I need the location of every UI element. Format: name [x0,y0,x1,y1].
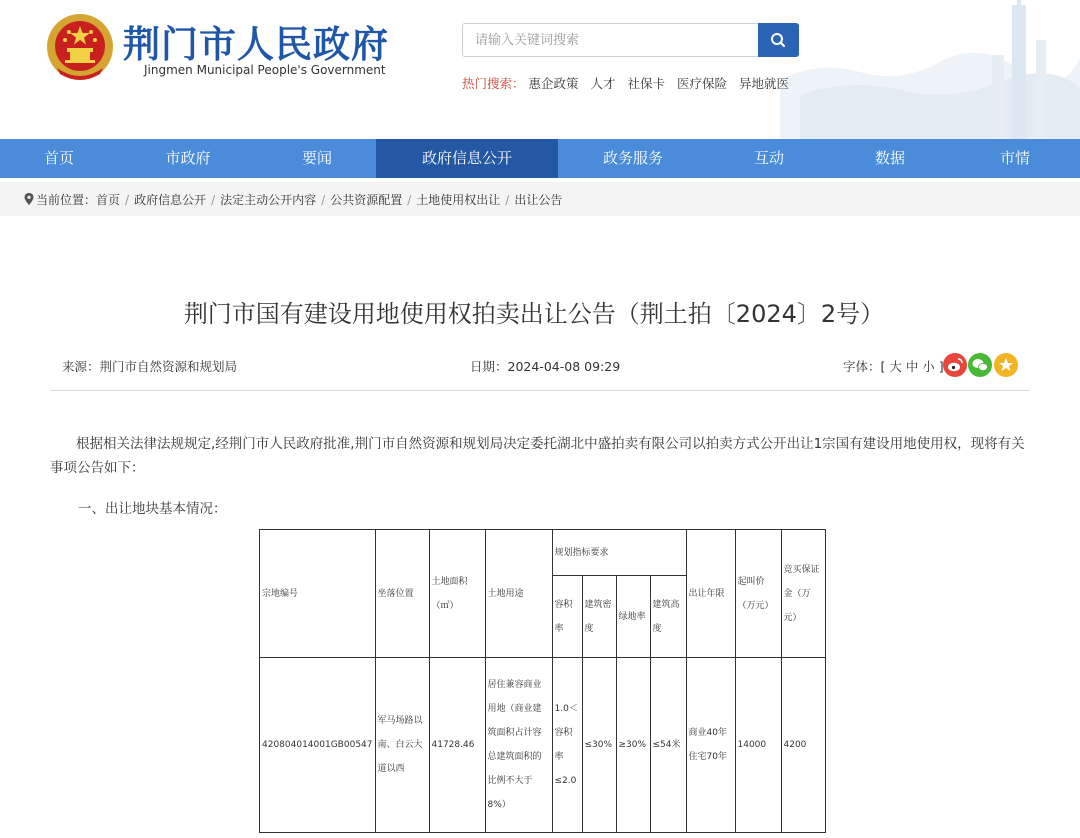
nav-item-services[interactable]: 政务服务 [602,149,663,167]
nav-item-government[interactable]: 市政府 [165,149,211,167]
cell-far: 1.0＜容积率≤2.0 [552,658,582,833]
search-button[interactable] [758,23,799,57]
font-size-selector[interactable]: 字体：[ 大 中 小 ] [843,359,944,374]
section-heading: 一、出让地块基本情况： [78,501,227,517]
cell-green-rate: ≥30% [616,658,650,833]
header-density: 建筑密度 [582,576,616,658]
article-intro: 根据相关法律法规规定,经荆门市人民政府批准,荆门市自然资源和规划局决定委托湖北中盛拍卖有限公司以拍卖方式公开出让1宗国有建设用地使用权，现将有关事项公告如下： [50,436,1025,476]
breadcrumb-item-home[interactable]: 首页 [96,193,121,207]
hot-search-label: 热门搜索： [462,76,525,91]
breadcrumb-label: 当前位置： [36,193,97,207]
nav-item-news[interactable]: 要闻 [301,149,332,167]
breadcrumb-item-land-transfer[interactable]: 土地使用权出让 [416,193,501,207]
main-nav [0,139,1080,178]
cell-land-use: 居住兼容商业用地（商业建筑面积占计容总建筑面积的比例不大于8%） [485,658,552,833]
cell-height: ≤54米 [650,658,686,833]
hot-keyword[interactable]: 人才 [590,76,616,91]
search-box [462,23,758,57]
header-far: 容积率 [552,576,582,658]
cell-density: ≤30% [582,658,616,833]
nav-item-info-disclosure[interactable]: 政府信息公开 [376,139,558,178]
header-term: 出让年限 [686,530,735,658]
nav-item-home[interactable]: 首页 [43,149,74,167]
header-area: 土地面积（㎡） [429,530,485,658]
header-planning-indicators: 规划指标要求 [552,530,686,576]
header-green-rate: 绿地率 [616,576,650,658]
header-deposit: 竞买保证金（万元） [781,530,825,658]
header-parcel-no: 宗地编号 [260,530,376,658]
article-source: 来源：荆门市自然资源和规划局 [62,359,238,374]
article-date: 日期：2024-04-08 09:29 [470,359,621,374]
cell-term: 商业40年住宅70年 [686,658,735,833]
land-parcel-table [259,529,826,833]
cell-start-price: 14000 [735,658,781,833]
location-pin-icon [24,193,34,205]
header-height: 建筑高度 [650,576,686,658]
site-header [0,0,1080,139]
wechat-share-icon[interactable] [968,353,992,377]
weibo-share-icon[interactable] [943,353,967,377]
breadcrumb-item-announcement[interactable]: 出让公告 [514,193,563,207]
qzone-share-icon[interactable] [994,353,1018,377]
hot-search [462,74,797,92]
nav-item-city-info[interactable]: 市情 [999,149,1030,167]
breadcrumb-item-statutory[interactable]: 法定主动公开内容 [220,193,317,207]
cell-deposit: 4200 [781,658,825,833]
search-icon [758,23,799,57]
hot-keyword[interactable]: 异地就医 [739,76,790,91]
national-emblem-logo [45,12,115,82]
breadcrumb: 当前位置：首页 / 政府信息公开 / 法定主动公开内容 / 公共资源配置 / 土地使用权出让 / 出让公告 [0,182,1080,216]
city-skyline-illustration [780,0,1080,139]
hot-keyword[interactable]: 医疗保险 [677,76,728,91]
header-start-price: 起叫价（万元） [735,530,781,658]
cell-area: 41728.46 [429,658,485,833]
nav-item-data[interactable]: 数据 [874,149,905,167]
breadcrumb-item-info-disclosure[interactable]: 政府信息公开 [134,193,207,207]
header-land-use: 土地用途 [485,530,552,658]
site-title: 荆门市人民政府 [123,23,389,66]
breadcrumb-item-public-resources[interactable]: 公共资源配置 [330,193,403,207]
cell-parcel-no: 420804014001GB00547 [260,658,376,833]
nav-item-interaction[interactable]: 互动 [753,149,784,167]
hot-keyword[interactable]: 惠企政策 [528,76,579,91]
header-location: 坐落位置 [375,530,429,658]
cell-location: 军马场路以南、白云大道以西 [375,658,429,833]
hot-keyword[interactable]: 社保卡 [627,76,666,91]
meta-divider [50,390,1030,391]
site-subtitle: Jingmen Municipal People's Government [144,63,386,77]
search-input[interactable] [463,24,767,56]
article-title: 荆门市国有建设用地使用权拍卖出让公告（荆土拍〔2024〕2号） [183,300,885,328]
